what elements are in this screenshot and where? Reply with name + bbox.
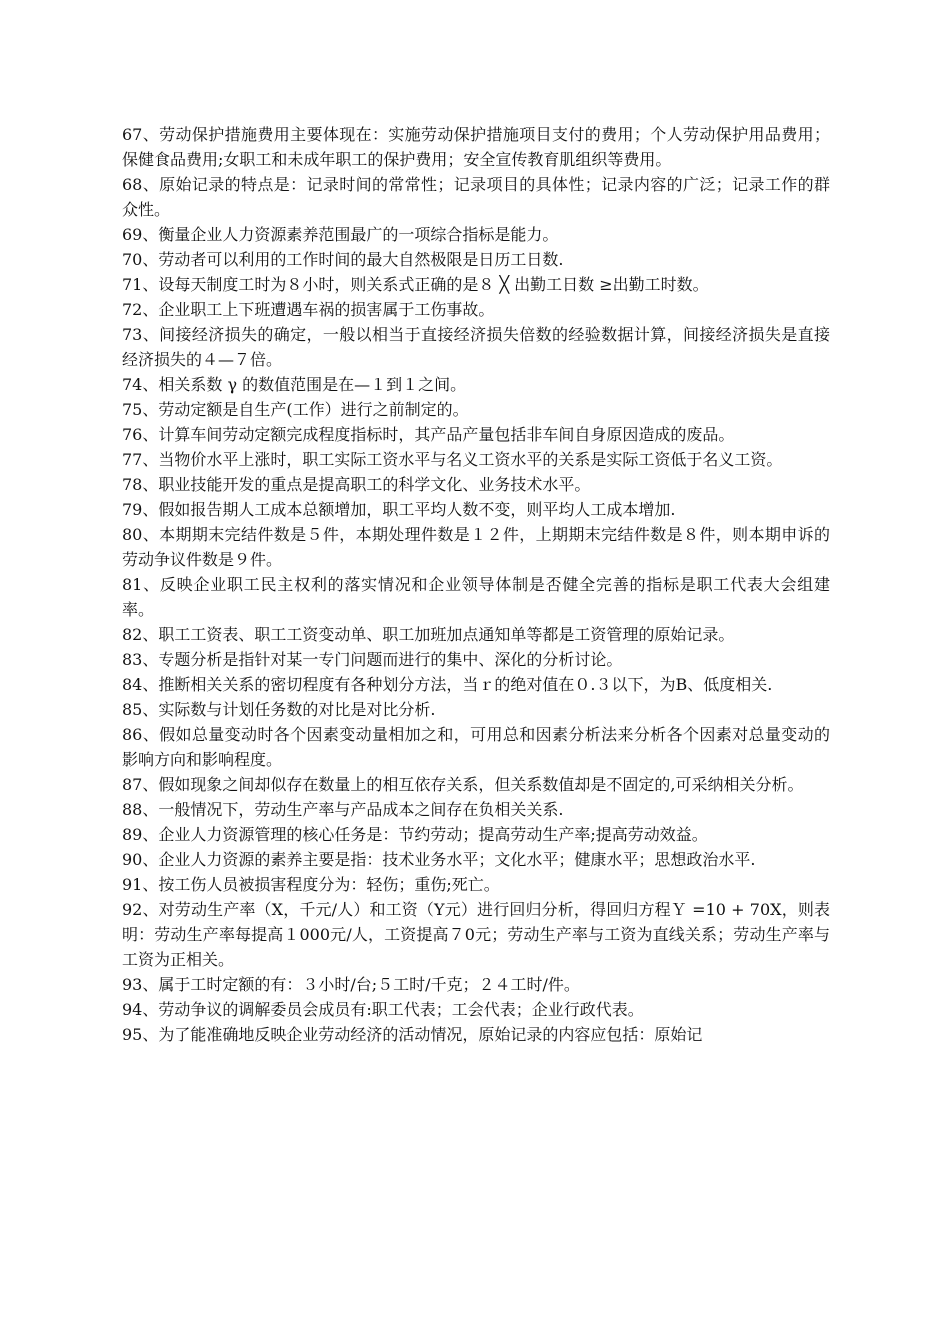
list-item: 78、职业技能开发的重点是提高职工的科学文化、业务技术水平。 — [122, 475, 591, 494]
list-item: 93、属于工时定额的有：３小时/台;５工时/千克；２４工时/件。 — [122, 975, 580, 994]
list-item: 70、劳动者可以利用的工作时间的最大自然极限是日历工日数. — [122, 250, 564, 269]
list-item: 72、企业职工上下班遭遇车祸的损害属于工伤事故。 — [122, 300, 495, 319]
list-item: 80、本期期末完结件数是５件，本期处理件数是１２件，上期期末完结件数是８件，则本期申诉的劳动争议件数是９件。 — [122, 525, 830, 569]
list-item: 92、对劳动生产率（X，千元/人）和工资（Y元）进行回归分析，得回归方程Ｙ =10 + 70X，则表明：劳动生产率每提高１000元/人，工资提高７0元；劳动生产率与工资为直线关系；劳动生产率与工资为正相关。 — [122, 900, 830, 969]
list-item: 74、相关系数 γ 的数值范围是在—１到１之间。 — [122, 375, 467, 394]
list-item: 69、衡量企业人力资源素养范围最广的一项综合指标是能力。 — [122, 225, 559, 244]
list-item: 76、计算车间劳动定额完成程度指标时，其产品产量包括非车间自身原因造成的废品。 — [122, 425, 735, 444]
list-item: 94、劳动争议的调解委员会成员有:职工代表；工会代表；企业行政代表。 — [122, 1000, 644, 1019]
list-item: 79、假如报告期人工成本总额增加，职工平均人数不变，则平均人工成本增加. — [122, 500, 676, 519]
list-item: 73、间接经济损失的确定，一般以相当于直接经济损失倍数的经验数据计算，间接经济损失是直接经济损失的４—７倍。 — [122, 325, 830, 369]
list-item: 77、当物价水平上涨时，职工实际工资水平与名义工资水平的关系是实际工资低于名义工资。 — [122, 450, 783, 469]
list-item: 67、劳动保护措施费用主要体现在：实施劳动保护措施项目支付的费用；个人劳动保护用品费用；保健食品费用;女职工和未成年职工的保护费用；安全宣传教育肌组织等费用。 — [122, 125, 830, 169]
list-item: 85、实际数与计划任务数的对比是对比分析. — [122, 700, 436, 719]
list-item: 82、职工工资表、职工工资变动单、职工加班加点通知单等都是工资管理的原始记录。 — [122, 625, 735, 644]
list-item: 71、设每天制度工时为８小时，则关系式正确的是８ ╳ 出勤工日数 ≥出勤工时数。 — [122, 275, 709, 294]
list-item: 81、反映企业职工民主权利的落实情况和企业领导体制是否健全完善的指标是职工代表大会组建率。 — [122, 575, 830, 619]
list-item: 86、假如总量变动时各个因素变动量相加之和，可用总和因素分析法来分析各个因素对总量变动的影响方向和影响程度。 — [122, 725, 830, 769]
list-item: 91、按工伤人员被损害程度分为：轻伤；重伤;死亡。 — [122, 875, 500, 894]
list-item: 68、原始记录的特点是：记录时间的常常性；记录项目的具体性；记录内容的广泛；记录工作的群众性。 — [122, 175, 830, 219]
list-item: 84、推断相关关系的密切程度有各种划分方法，当ｒ的绝对值在０.３以下，为B、低度相关. — [122, 675, 773, 694]
list-item: 90、企业人力资源的素养主要是指：技术业务水平；文化水平；健康水平；思想政治水平. — [122, 850, 756, 869]
list-item: 89、企业人力资源管理的核心任务是：节约劳动；提高劳动生产率;提高劳动效益。 — [122, 825, 708, 844]
list-item: 87、假如现象之间却似存在数量上的相互依存关系，但关系数值却是不固定的,可采纳相关分析。 — [122, 775, 804, 794]
list-item: 95、为了能准确地反映企业劳动经济的活动情况，原始记录的内容应包括：原始记 — [122, 1025, 703, 1044]
list-item: 83、专题分析是指针对某一专门问题而进行的集中、深化的分析讨论。 — [122, 650, 623, 669]
list-item: 75、劳动定额是自生产(工作）进行之前制定的。 — [122, 400, 469, 419]
document-body — [122, 122, 830, 1047]
list-item: 88、一般情况下，劳动生产率与产品成本之间存在负相关关系. — [122, 800, 564, 819]
